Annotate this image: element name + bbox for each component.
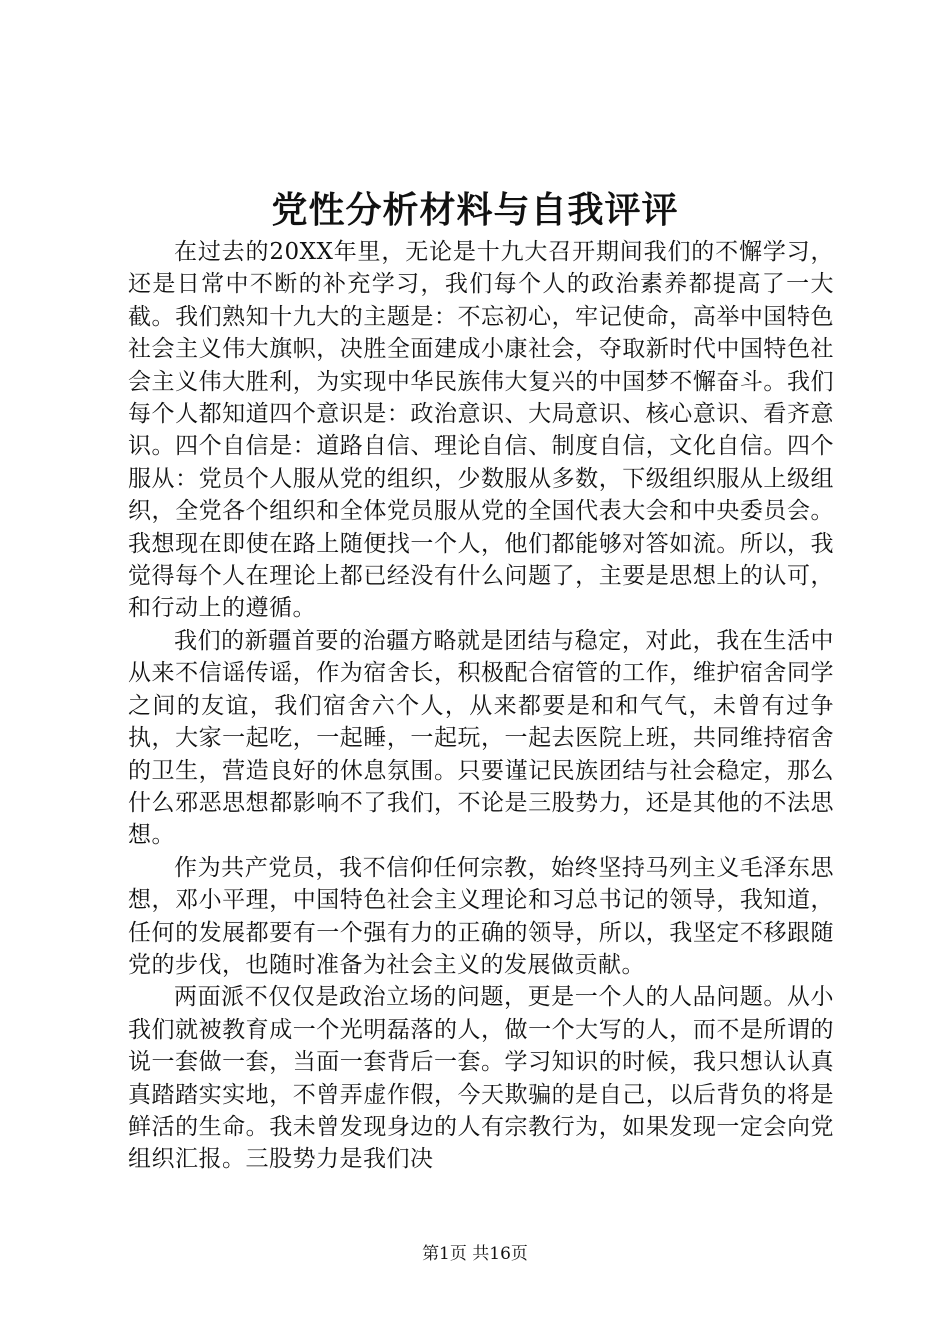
document-body [128, 236, 834, 1176]
paragraph-1: 在过去的20XX年里，无论是十九大召开期间我们的不懈学习，还是日常中不断的补充学习，我们每个人的政治素养都提高了一大截。我们熟知十九大的主题是：不忘初心，牢记使命，高举中国特色社会主义伟大旗帜，决胜全面建成小康社会，夺取新时代中国特色社会主义伟大胜利，为实现中华民族伟大复兴的中国梦不懈奋斗。我们每个人都知道四个意识是：政治意识、大局意识、核心意识、看齐意识。四个自信是：道路自信、理论自信、制度自信，文化自信。四个服从：党员个人服从党的组织，少数服从多数，下级组织服从上级组织，全党各个组织和全体党员服从党的全国代表大会和中央委员会。我想现在即使在路上随便找一个人，他们都能够对答如流。所以，我觉得每个人在理论上都已经没有什么问题了，主要是思想上的认可，和行动上的遵循。 [128, 239, 834, 622]
paragraph-3: 作为共产党员，我不信仰任何宗教，始终坚持马列主义毛泽东思想，邓小平理，中国特色社会主义理论和习总书记的领导，我知道，任何的发展都要有一个强有力的正确的领导，所以，我坚定不移跟随党的步伐，也随时准备为社会主义的发展做贡献。 [128, 854, 834, 978]
paragraph-4: 两面派不仅仅是政治立场的问题，更是一个人的人品问题。从小我们就被教育成一个光明磊落的人，做一个大写的人，而不是所谓的说一套做一套，当面一套背后一套。学习知识的时候，我只想认认真真踏踏实实地，不曾弄虚作假，今天欺骗的是自己，以后背负的将是鲜活的生命。我未曾发现身边的人有宗教行为，如果发现一定会向党组织汇报。三股势力是我们决 [128, 984, 834, 1173]
paragraph-2: 我们的新疆首要的治疆方略就是团结与稳定，对此，我在生活中从来不信谣传谣，作为宿舍长，积极配合宿管的工作，维护宿舍同学之间的友谊，我们宿舍六个人，从来都要是和和气气，未曾有过争执，大家一起吃，一起睡，一起玩，一起去医院上班，共同维持宿舍的卫生，营造良好的休息氛围。只要谨记民族团结与社会稳定，那么什么邪恶思想都影响不了我们，不论是三股势力，还是其他的不法思想。 [128, 627, 834, 849]
page-number-footer: 第1页 共16页 [422, 1244, 528, 1264]
document-title: 党性分析材料与自我评评 [271, 189, 679, 231]
